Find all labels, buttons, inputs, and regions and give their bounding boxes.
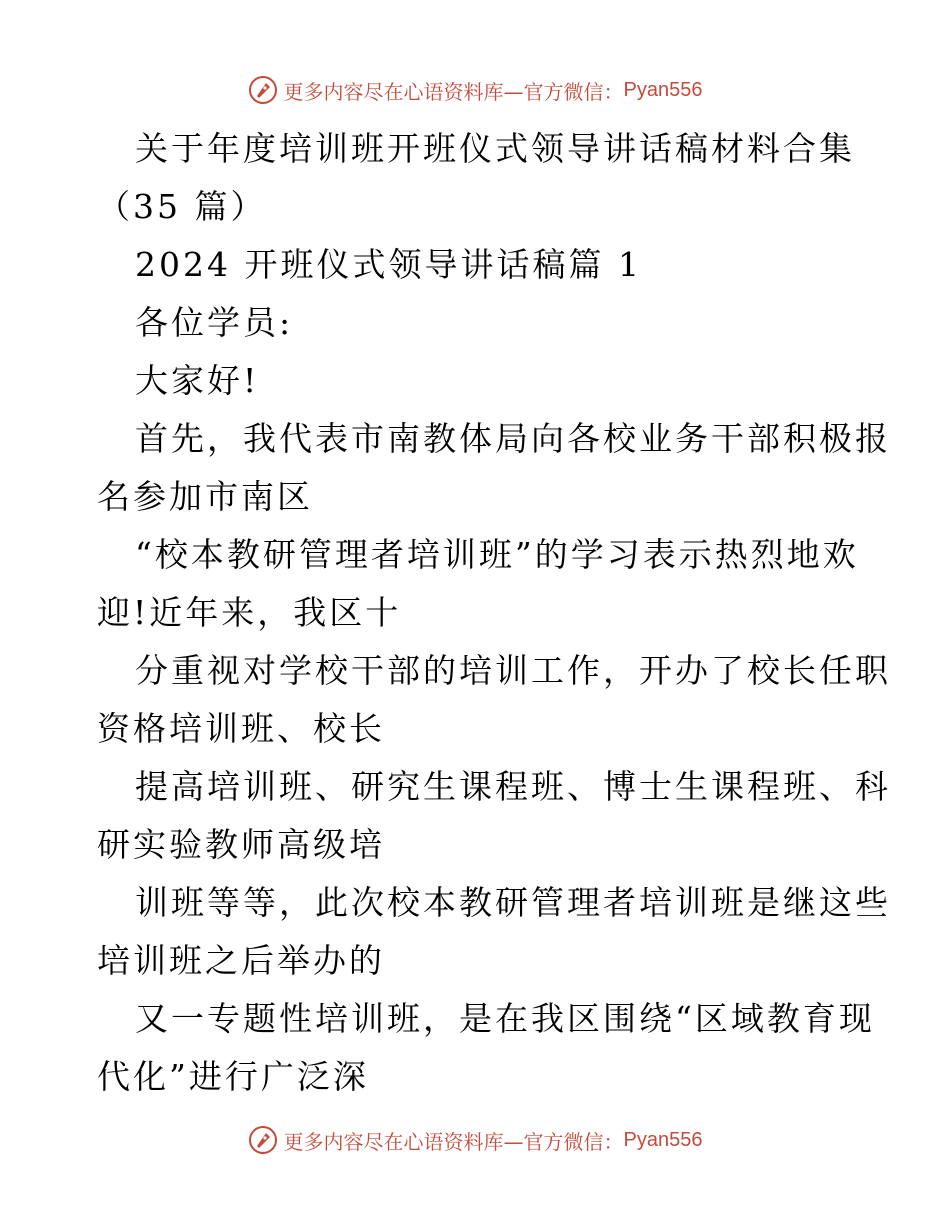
paragraph-line: 培训班之后举办的: [97, 941, 385, 980]
footer-watermark: [0, 1120, 950, 1160]
watermark-text: 更多内容尽在心语资料库—官方微信：: [283, 79, 624, 104]
paragraph-line: 又一专题性培训班，是在我区围绕“区域教育现: [135, 999, 875, 1038]
salutation: 各位学员:: [135, 303, 294, 342]
pen-nib-logo-icon: [248, 75, 278, 105]
header-watermark: [0, 70, 950, 110]
section-heading: 2024 开班仪式领导讲话稿篇 1: [135, 245, 642, 284]
document-title: 关于年度培训班开班仪式领导讲话稿材料合集: [135, 129, 855, 168]
paragraph-line: 分重视对学校干部的培训工作，开办了校长任职: [135, 651, 891, 690]
paragraph-line: 资格培训班、校长: [97, 709, 385, 748]
paragraph-line: 提高培训班、研究生课程班、博士生课程班、科: [135, 767, 891, 806]
document-title-count: （35 篇）: [97, 187, 267, 226]
paragraph-line: 首先，我代表市南教体局向各校业务干部积极报: [135, 419, 891, 458]
watermark-text: 更多内容尽在心语资料库—官方微信：: [283, 1129, 624, 1154]
paragraph-line: 名参加市南区: [97, 477, 313, 516]
greeting: 大家好!: [135, 361, 260, 400]
paragraph-line: 代化”进行广泛深: [97, 1057, 369, 1096]
watermark-wechat: Pyan556: [623, 78, 703, 101]
document-body: [97, 120, 891, 1106]
watermark-wechat: Pyan556: [623, 1128, 703, 1151]
pen-nib-logo-icon: [248, 1125, 278, 1155]
paragraph-line: 训班等等，此次校本教研管理者培训班是继这些: [135, 883, 891, 922]
paragraph-line: 迎!近年来，我区十: [97, 593, 402, 632]
paragraph-line: “校本教研管理者培训班”的学习表示热烈地欢: [135, 535, 859, 574]
paragraph-line: 研实验教师高级培: [97, 825, 385, 864]
